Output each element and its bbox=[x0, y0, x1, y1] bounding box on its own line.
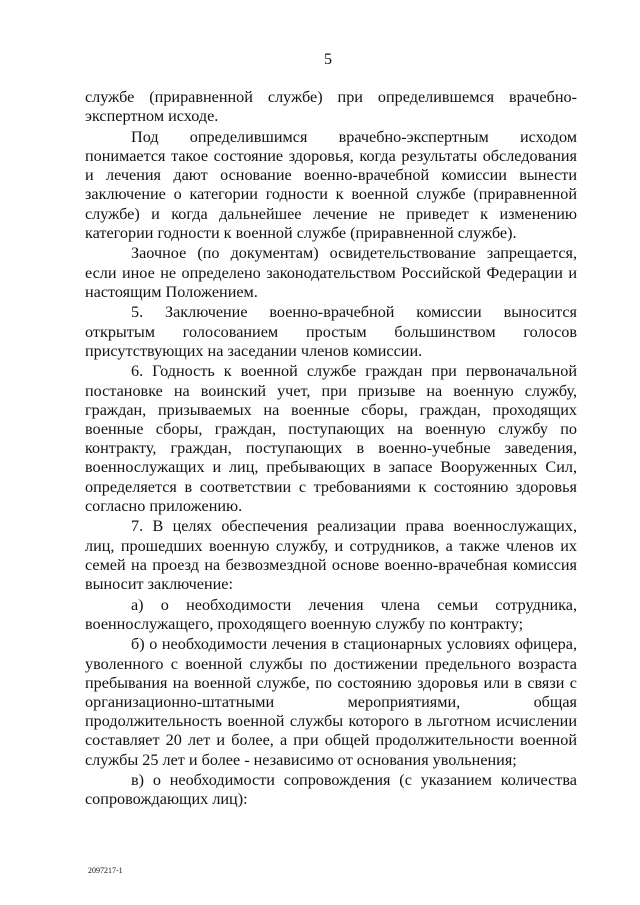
paragraph-item-7: 7. В целях обеспечения реализации права военнослужащих, лиц, прошедших военную службу, и сотрудников, а также членов их семей на проезд на безвозмездной основе военно-врачебная комиссия выносит заключение: bbox=[85, 517, 577, 594]
paragraph-subitem-b: б) о необходимости лечения в стационарных условиях офицера, уволенного с военной службы по достижении предельного возраста пребывания на военной службе, по состоянию здоровья или в связи с организационно-штатными мероприятиями, общая продолжительность военной службы которого в льготном исчислении составляет 20 лет и более, а при общей продолжительности военной службы 25 лет и более - независимо от основания увольнения; bbox=[85, 635, 577, 769]
paragraph-remote-examination: Заочное (по документам) освидетельствование запрещается, если иное не определено законодательством Российской Федерации и настоящим Положением. bbox=[85, 244, 577, 301]
paragraph-item-6: 6. Годность к военной службе граждан при первоначальной постановке на воинский учет, при призыве на военную службу, граждан, призываемых на военные сборы, граждан, проходящих военные сборы, граждан, поступающих на военную службу по контракту, граждан, поступающих в военно-учебные заведения, военнослужащих и лиц, пребывающих в запасе Вооруженных Сил, определяется в соответствии с требованиями к состоянию здоровья согласно приложению. bbox=[85, 362, 577, 515]
document-body bbox=[85, 88, 577, 810]
paragraph-item-5: 5. Заключение военно-врачебной комиссии выносится открытым голосованием простым большинством голосов присутствующих на заседании членов комиссии. bbox=[85, 303, 577, 360]
page-number: 5 bbox=[324, 51, 332, 68]
paragraph-definition: Под определившимся врачебно-экспертным исходом понимается такое состояние здоровья, когда результаты обследования и лечения дают основание военно-врачебной комиссии вынести заключение о категории годности к военной службе (приравненной службе) и когда дальнейшее лечение не приведет к изменению категории годности к военной службе (приравненной службе). bbox=[85, 127, 577, 242]
paragraph-subitem-a: а) о необходимости лечения члена семьи сотрудника, военнослужащего, проходящего военную службу по контракту; bbox=[85, 595, 577, 633]
document-code: 2097217-1 bbox=[88, 866, 123, 875]
paragraph-subitem-v: в) о необходимости сопровождения (с указанием количества сопровождающих лиц): bbox=[85, 771, 577, 809]
paragraph-continuation: службе (приравненной службе) при определившемся врачебно-экспертном исходе. bbox=[85, 88, 577, 126]
